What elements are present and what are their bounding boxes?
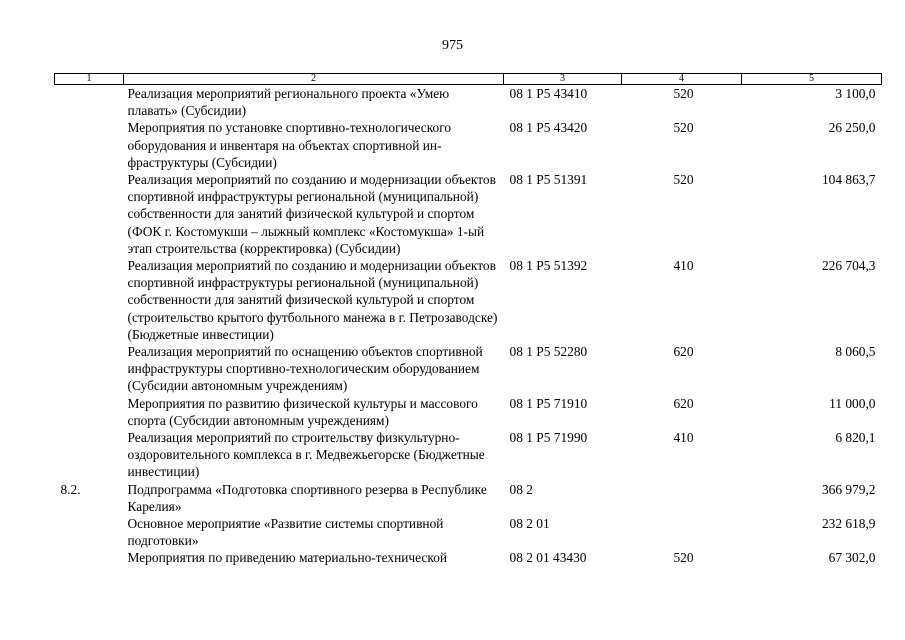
table-row: [55, 119, 882, 171]
row-expense-type: 620: [673, 344, 694, 360]
table-body: [55, 85, 882, 567]
row-number: [55, 515, 124, 549]
row-expense-type: 410: [673, 430, 694, 446]
row-expense-type: 520: [673, 172, 694, 188]
row-number: [55, 343, 124, 395]
row-name: Реализация мероприятий регионального проекта «Умею плавать» (Субсидии): [127, 86, 450, 119]
page-number: 975: [442, 38, 463, 53]
row-code: 08 1 P5 51392: [509, 258, 588, 274]
row-name: Реализация мероприятий по строительству физкультурно-оздоровительного комплекса в г. Медвежьегорске (Бюджетные инвестиции): [127, 430, 485, 480]
row-amount: 226 704,3: [821, 258, 876, 274]
row-expense-type: [622, 481, 742, 515]
row-amount: 67 302,0: [828, 550, 876, 566]
row-code: 08 1 P5 43410: [509, 86, 588, 101]
row-code: 08 2 01 43430: [509, 550, 587, 566]
header-col-1: 1: [55, 74, 124, 85]
row-name: Реализация мероприятий по созданию и модернизации объектов спортивной инфраструктуры региональной (муниципальной) собственности для занятий физической культурой и спортом (строительство крытого футбольного манежа в г. Петрозаводске) (Бюджетные инвестиции): [127, 258, 498, 342]
row-name: Мероприятия по установке спортивно-технологического оборудования и инвентаря на объектах спортивной инфраструктуры (Субсидии): [127, 120, 452, 170]
row-name: Мероприятия по развитию физической культуры и массового спорта (Субсидии автономным учреждениям): [127, 395, 478, 428]
row-code: 08 1 P5 71990: [509, 430, 588, 446]
row-name: Основное мероприятие «Развитие системы спортивной подготовки»: [127, 516, 444, 549]
row-number: [55, 395, 124, 429]
table-row: [55, 257, 882, 343]
row-amount: 104 863,7: [821, 172, 876, 188]
table-row: [55, 343, 882, 395]
row-amount: 26 250,0: [828, 120, 876, 136]
row-number: 8.2.: [60, 481, 81, 497]
row-number: [55, 85, 124, 120]
table-row: [55, 429, 882, 481]
row-expense-type: 410: [673, 258, 694, 274]
header-col-2: 2: [124, 74, 504, 85]
header-col-4: 4: [622, 74, 742, 85]
row-number: [55, 549, 124, 566]
table-header: [55, 74, 882, 85]
row-expense-type: 520: [673, 86, 694, 101]
row-name: Подпрограмма «Подготовка спортивного резерва в Республике Карелия»: [127, 481, 487, 514]
table-row: [55, 85, 882, 120]
row-amount: 366 979,2: [821, 481, 876, 497]
row-code: 08 1 P5 43420: [509, 120, 588, 136]
row-amount: 3 100,0: [835, 86, 876, 101]
row-expense-type: 520: [673, 550, 694, 566]
row-number: [55, 119, 124, 171]
row-expense-type: 620: [673, 395, 694, 411]
row-amount: 11 000,0: [829, 395, 876, 411]
row-amount: 232 618,9: [821, 516, 876, 532]
row-amount: 6 820,1: [835, 430, 876, 446]
table-row: [55, 395, 882, 429]
table-row: [55, 171, 882, 257]
row-code: 08 1 P5 71910: [509, 395, 588, 411]
header-col-3: 3: [504, 74, 622, 85]
row-expense-type: 520: [673, 120, 694, 136]
table-row: [55, 481, 882, 515]
row-number: [55, 171, 124, 257]
row-expense-type: [622, 515, 742, 549]
row-code: 08 2: [509, 481, 533, 497]
row-name: Реализация мероприятий по оснащению объектов спортивной инфраструктуры спортивно-технологическим оборудованием (Субсидии автономным учреждениям): [127, 344, 483, 394]
row-name: Реализация мероприятий по созданию и модернизации объектов спортивной инфраструктуры региональной (муниципальной) собственности для занятий физической культурой и спортом (ФОК г. Костомукши – лыжный комплекс «Костомукша» 1-ый этап строительства (корректировка) (Субсидии): [127, 172, 496, 256]
row-code: 08 1 P5 52280: [509, 344, 588, 360]
row-code: 08 1 P5 51391: [509, 172, 588, 188]
table-row: [55, 549, 882, 566]
header-row: [55, 74, 882, 85]
row-code: 08 2 01: [509, 516, 550, 532]
budget-table: [54, 73, 882, 567]
table-row: [55, 515, 882, 549]
row-number: [55, 257, 124, 343]
header-col-5: 5: [742, 74, 882, 85]
row-name: Мероприятия по приведению материально-технической: [127, 550, 448, 566]
row-number: [55, 429, 124, 481]
row-amount: 8 060,5: [835, 344, 876, 360]
